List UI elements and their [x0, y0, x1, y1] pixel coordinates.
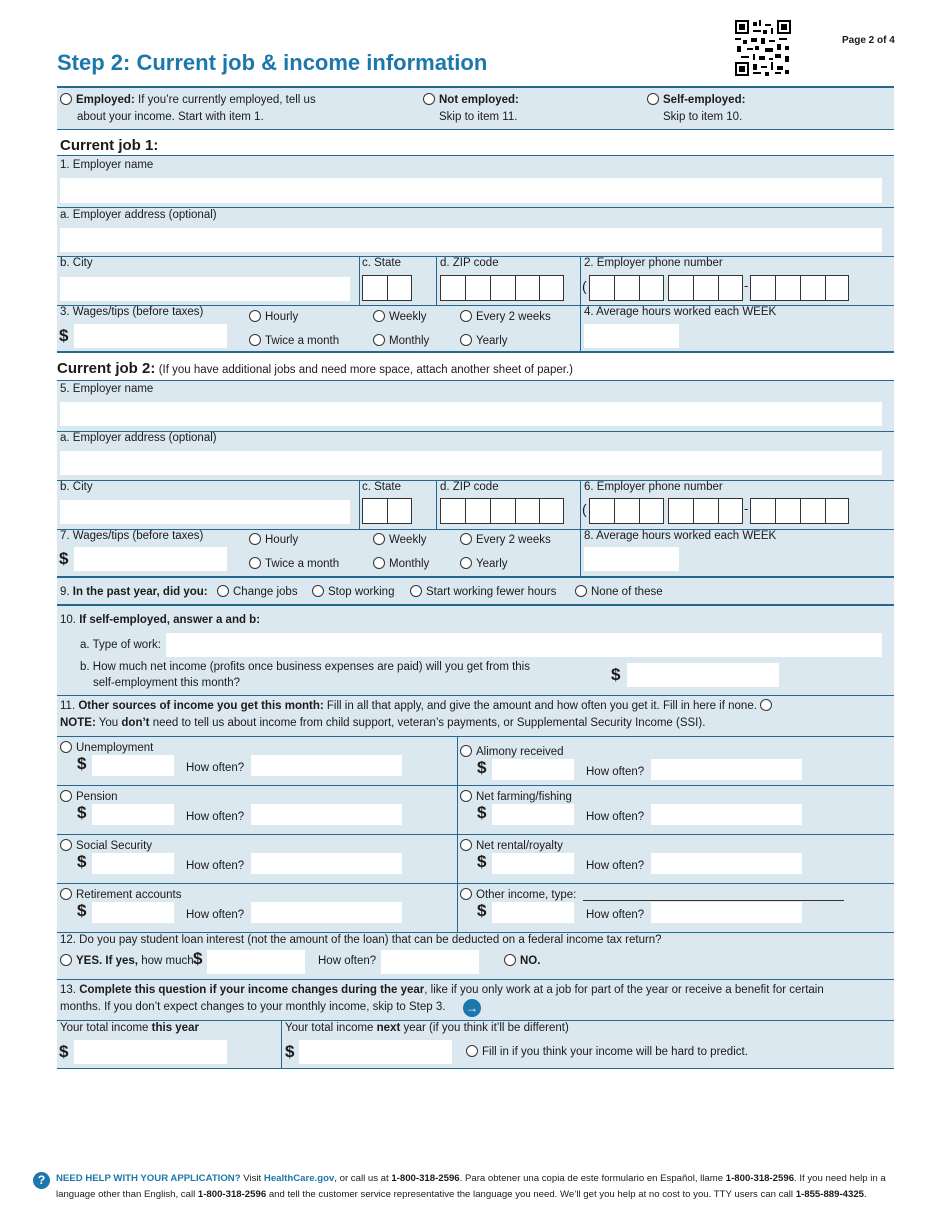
q13-ny1: Your total income: [285, 1022, 377, 1034]
q13-hard-radio[interactable]: [466, 1045, 478, 1057]
job1-weekly-option[interactable]: [373, 310, 427, 324]
q10-dollar: $: [611, 665, 621, 684]
employed-option[interactable]: [60, 93, 316, 107]
q11-left-how-often-input-1[interactable]: [251, 804, 402, 825]
job2-address-input[interactable]: [60, 451, 882, 475]
q12-yes-radio[interactable]: [60, 954, 72, 966]
radio[interactable]: [460, 888, 472, 900]
q11-right-dollar-2: $: [477, 852, 487, 871]
radio[interactable]: [373, 310, 385, 322]
job1-phone-label: 2. Employer phone number: [584, 257, 723, 269]
job2-yearly-option[interactable]: [460, 557, 508, 571]
job2-wages-input[interactable]: [74, 547, 227, 571]
q11-left-how-often-label-0: How often?: [186, 762, 245, 774]
q11-left-label-0: Unemployment: [76, 742, 154, 754]
q11-question: [60, 699, 776, 713]
job2-hours-label: 8. Average hours worked each WEEK: [584, 530, 777, 542]
job1-phone-dash: -: [744, 278, 749, 293]
q11-bold: Other sources of income you get this month:: [78, 700, 324, 712]
q11-prefix: 11.: [60, 700, 79, 712]
q9-none[interactable]: [575, 585, 663, 599]
footer-phone: 1-800-318-2596: [391, 1173, 460, 1184]
radio[interactable]: [312, 585, 324, 597]
job2-state-input[interactable]: [362, 498, 412, 524]
q12-how-often-label: How often?: [318, 955, 377, 967]
q11-dont: don’t: [121, 717, 150, 729]
label: Yearly: [476, 558, 508, 570]
job2-note: (If you have additional jobs and need more space, attach another sheet of paper.): [158, 364, 573, 376]
q11-text: Fill in all that apply, and give the amount and how often you get it. Fill in here if none.: [326, 700, 757, 712]
employed-label: Employed:: [76, 94, 135, 106]
footer-rest: . If you need help in a: [794, 1173, 886, 1184]
q11-left-how-often-label-1: How often?: [186, 811, 245, 823]
q12-yes-label: YES. If yes,: [76, 955, 139, 967]
label: Start working fewer hours: [426, 586, 557, 598]
job2-monthly-option[interactable]: [373, 557, 429, 571]
q11-left-option-2[interactable]: [60, 839, 152, 853]
q11-left-dollar-3: $: [77, 901, 87, 920]
q11-right-amount-input-2[interactable]: [492, 853, 574, 874]
job1-twice-option[interactable]: [249, 334, 339, 348]
job1-address-input[interactable]: [60, 228, 882, 252]
job1-hourly-option[interactable]: [249, 310, 298, 324]
q13-next-year-dollar: $: [285, 1042, 295, 1061]
job2-city-label: b. City: [60, 481, 93, 493]
q11-right-how-often-input-1[interactable]: [651, 804, 802, 825]
job1-monthly-option[interactable]: [373, 334, 429, 348]
q12-no-label: NO.: [520, 955, 541, 967]
label: Hourly: [265, 534, 299, 546]
q11-left-amount-input-0[interactable]: [92, 755, 174, 776]
qr-code: [735, 20, 791, 76]
q11-right-option-2[interactable]: [460, 839, 563, 853]
job2-address-label: a. Employer address (optional): [60, 432, 217, 444]
q9-stop-working[interactable]: [312, 585, 394, 599]
label: Monthly: [389, 335, 430, 347]
job1-state-label: c. State: [362, 257, 401, 269]
q13-question: [60, 983, 824, 997]
q13-text: , like if you only work at a job for part of the year or receive a benefit for certain: [424, 984, 824, 996]
footer: [56, 1171, 894, 1203]
q10-prefix: 10.: [60, 614, 80, 626]
footer-spanish: . Para obtener una copia de este formulario en Español, llame: [459, 1173, 726, 1184]
q11-left-dollar-1: $: [77, 803, 87, 822]
q11-left-option-0[interactable]: [60, 741, 153, 755]
self-employed-text: Skip to item 10.: [663, 111, 743, 123]
footer-end: .: [864, 1189, 867, 1200]
q11-left-dollar-2: $: [77, 852, 87, 871]
q10-a-label: a. Type of work:: [80, 639, 161, 651]
q9-question: [60, 585, 208, 599]
step-title: Current job & income information: [136, 50, 488, 75]
q12-no-radio[interactable]: [504, 954, 516, 966]
employed-radio[interactable]: [60, 93, 72, 105]
job1-wages-label: 3. Wages/tips (before taxes): [60, 306, 204, 318]
q11-right-label-3: Other income, type:: [476, 889, 577, 901]
self-employed-option[interactable]: [647, 93, 745, 107]
q11-left-how-often-input-2[interactable]: [251, 853, 402, 874]
radio[interactable]: [60, 790, 72, 802]
job2-employer-input[interactable]: [60, 402, 882, 426]
q13-hard-label: Fill in if you think your income will be hard to predict.: [482, 1046, 748, 1058]
page-number: Page 2 of 4: [842, 35, 895, 46]
q13-next-year-label: [285, 1021, 569, 1035]
q10-question: [60, 613, 260, 627]
label: Yearly: [476, 335, 508, 347]
q11-left-option-3[interactable]: [60, 888, 181, 902]
job1-state-input[interactable]: [362, 275, 412, 301]
job1-hours-label: 4. Average hours worked each WEEK: [584, 306, 777, 318]
help-icon: ?: [33, 1172, 50, 1189]
footer-spanish-phone: 1-800-318-2596: [725, 1173, 795, 1184]
q13-bold: Complete this question if your income changes during the year: [79, 984, 425, 996]
job2-phone-dash: -: [744, 501, 749, 516]
q12-how-often-input[interactable]: [381, 950, 479, 974]
label: None of these: [591, 586, 663, 598]
footer-line-2: [56, 1187, 894, 1203]
job1-zip-input[interactable]: [440, 275, 564, 301]
q11-note-bold: NOTE:: [60, 717, 96, 729]
footer-line-1: [56, 1171, 894, 1187]
label: Twice a month: [265, 558, 340, 570]
q13-ty2: this year: [151, 1022, 199, 1034]
footer-line2b: 1-800-318-2596: [197, 1189, 267, 1200]
radio[interactable]: [249, 533, 261, 545]
radio[interactable]: [217, 585, 229, 597]
q13-prefix: 13.: [60, 984, 80, 996]
q13-next-year-input[interactable]: [299, 1040, 452, 1064]
job1-wages-dollar: $: [59, 326, 69, 345]
radio[interactable]: [460, 790, 472, 802]
q11-left-label-1: Pension: [76, 791, 118, 803]
q11-left-amount-input-1[interactable]: [92, 804, 174, 825]
radio[interactable]: [575, 585, 587, 597]
q13-hard-option[interactable]: [466, 1045, 748, 1059]
arrow-right-icon[interactable]: →: [463, 999, 481, 1017]
q11-right-amount-input-3[interactable]: [492, 902, 574, 923]
q13-ny2: next: [376, 1022, 401, 1034]
not-employed-radio[interactable]: [423, 93, 435, 105]
job1-wages-input[interactable]: [74, 324, 227, 348]
job1-employer-label: 1. Employer name: [60, 159, 154, 171]
footer-line2a: language other than English, call: [56, 1189, 198, 1200]
label: Change jobs: [233, 586, 298, 598]
step-label: Step 2:: [57, 50, 131, 75]
radio[interactable]: [249, 310, 261, 322]
q11-right-how-often-label-0: How often?: [586, 766, 645, 778]
radio[interactable]: [460, 745, 472, 757]
job1-phone-prefix-input[interactable]: [668, 275, 743, 301]
q12-dollar: $: [193, 949, 203, 968]
q13-text-2: months. If you don’t expect changes to your monthly income, skip to Step 3.: [60, 1001, 446, 1013]
q12-much: how much: [141, 955, 194, 967]
job1-heading: Current job 1:: [60, 137, 159, 154]
q9-bold: In the past year, did you:: [72, 586, 208, 598]
q11-right-option-1[interactable]: [460, 790, 572, 804]
job2-state-label: c. State: [362, 481, 401, 493]
q11-right-label-0: Alimony received: [476, 746, 564, 758]
employed-text-2: about your income. Start with item 1.: [77, 111, 264, 123]
q13-this-year-dollar: $: [59, 1042, 69, 1061]
q11-right-how-often-label-3: How often?: [586, 909, 645, 921]
radio[interactable]: [410, 585, 422, 597]
q11-right-option-0[interactable]: [460, 745, 564, 759]
q10-bold: If self-employed, answer a and b:: [79, 614, 261, 626]
job1-city-input[interactable]: [60, 277, 350, 301]
job2-city-input[interactable]: [60, 500, 350, 524]
q10-b-label-2: self-employment this month?: [93, 677, 241, 689]
job1-zip-label: d. ZIP code: [440, 257, 499, 269]
job2-weekly-option[interactable]: [373, 533, 427, 547]
q9-prefix: 9.: [60, 586, 73, 598]
label: Weekly: [389, 534, 427, 546]
q11-right-amount-input-1[interactable]: [492, 804, 574, 825]
q11-note-2: need to tell us about income from child support, veteran’s payments, or Supplemental Security Income (SSI).: [149, 717, 706, 729]
q13-ty1: Your total income: [60, 1022, 152, 1034]
job2-zip-input[interactable]: [440, 498, 564, 524]
q11-none-radio[interactable]: [760, 699, 772, 711]
q11-note-1: You: [98, 717, 122, 729]
label: Stop working: [328, 586, 395, 598]
job2-phone-label: 6. Employer phone number: [584, 481, 723, 493]
job2-phone-prefix-input[interactable]: [668, 498, 743, 524]
job2-employer-label: 5. Employer name: [60, 383, 154, 395]
q9-fewer-hours[interactable]: [410, 585, 556, 599]
job2-heading: Current job 2:: [57, 360, 156, 377]
self-employed-radio[interactable]: [647, 93, 659, 105]
q10-b-label: b. How much net income (profits once business expenses are paid) will you get from this: [80, 661, 530, 673]
q11-right-dollar-3: $: [477, 901, 487, 920]
page-title: [57, 50, 487, 76]
q13-ny3: year (if you think it’ll be different): [400, 1022, 569, 1034]
job1-phone-area-input[interactable]: [589, 275, 664, 301]
radio[interactable]: [460, 533, 472, 545]
q11-right-how-often-input-2[interactable]: [651, 853, 802, 874]
q11-left-dollar-0: $: [77, 754, 87, 773]
q11-left-amount-input-2[interactable]: [92, 853, 174, 874]
job2-phone-paren: (: [582, 501, 587, 517]
radio[interactable]: [373, 557, 385, 569]
label: Every 2 weeks: [476, 534, 551, 546]
q11-right-option-3[interactable]: [460, 888, 576, 902]
q11-right-how-often-input-3[interactable]: [651, 902, 802, 923]
radio[interactable]: [60, 888, 72, 900]
radio[interactable]: [373, 334, 385, 346]
q13-this-year-label: [60, 1021, 199, 1035]
job2-wages-label: 7. Wages/tips (before taxes): [60, 530, 204, 542]
footer-tty: 1-855-889-4325: [795, 1189, 864, 1200]
q11-left-how-often-input-3[interactable]: [251, 902, 402, 923]
not-employed-text: Skip to item 11.: [439, 111, 518, 123]
job2-wages-dollar: $: [59, 549, 69, 568]
q11-right-dollar-1: $: [477, 803, 487, 822]
q13-this-year-input[interactable]: [74, 1040, 227, 1064]
q11-left-how-often-label-2: How often?: [186, 860, 245, 872]
q11-right-label-2: Net rental/royalty: [476, 840, 563, 852]
footer-help: NEED HELP WITH YOUR APPLICATION?: [56, 1173, 241, 1184]
radio[interactable]: [373, 533, 385, 545]
radio[interactable]: [460, 310, 472, 322]
job1-employer-input[interactable]: [60, 178, 882, 203]
q10-net-income-input[interactable]: [627, 663, 779, 687]
radio[interactable]: [460, 334, 472, 346]
job2-heading-row: [57, 360, 573, 377]
job1-every2-option[interactable]: [460, 310, 551, 324]
q11-right-how-often-label-1: How often?: [586, 811, 645, 823]
not-employed-option[interactable]: [423, 93, 519, 107]
job1-address-label: a. Employer address (optional): [60, 209, 217, 221]
radio[interactable]: [460, 839, 472, 851]
q11-left-how-often-label-3: How often?: [186, 909, 245, 921]
q11-other-type-line[interactable]: [583, 900, 844, 901]
label: Weekly: [389, 311, 427, 323]
job1-yearly-option[interactable]: [460, 334, 508, 348]
radio[interactable]: [60, 839, 72, 851]
q11-right-how-often-input-0[interactable]: [651, 759, 802, 780]
radio[interactable]: [460, 557, 472, 569]
radio[interactable]: [249, 334, 261, 346]
q12-amount-input[interactable]: [207, 950, 305, 974]
footer-line2c: and tell the customer service representative the language you need. We’ll get you help at no cost to you. TTY users can call: [266, 1189, 796, 1200]
q11-left-option-1[interactable]: [60, 790, 118, 804]
q11-right-dollar-0: $: [477, 758, 487, 777]
label: Twice a month: [265, 335, 340, 347]
q11-right-amount-input-0[interactable]: [492, 759, 574, 780]
job2-hours-input[interactable]: [584, 547, 679, 571]
radio[interactable]: [249, 557, 261, 569]
q10-type-of-work-input[interactable]: [166, 633, 882, 657]
radio[interactable]: [60, 741, 72, 753]
q11-left-label-3: Retirement accounts: [76, 889, 182, 901]
job2-phone-line-input[interactable]: [750, 498, 849, 524]
q12-no-option[interactable]: [504, 954, 540, 968]
q12-yes-option[interactable]: [60, 954, 194, 968]
q11-right-how-often-label-2: How often?: [586, 860, 645, 872]
footer-site-link[interactable]: HealthCare.gov: [263, 1173, 335, 1184]
label: Monthly: [389, 558, 430, 570]
footer-visit: Visit: [240, 1173, 264, 1184]
q9-change-jobs[interactable]: [217, 585, 298, 599]
q11-left-label-2: Social Security: [76, 840, 153, 852]
job2-phone-area-input[interactable]: [589, 498, 664, 524]
q11-right-label-1: Net farming/fishing: [476, 791, 572, 803]
footer-callus: , or call us at: [334, 1173, 392, 1184]
label: Hourly: [265, 311, 299, 323]
job2-every2-option[interactable]: [460, 533, 551, 547]
q11-note: [60, 716, 705, 730]
job1-phone-line-input[interactable]: [750, 275, 849, 301]
q12-question: 12. Do you pay student loan interest (not the amount of the loan) that can be deducted on a federal income tax return?: [60, 934, 662, 946]
job1-hours-input[interactable]: [584, 324, 679, 348]
job1-phone-paren: (: [582, 278, 587, 294]
self-employed-label: Self-employed:: [663, 94, 746, 106]
job2-twice-option[interactable]: [249, 557, 339, 571]
q11-left-amount-input-3[interactable]: [92, 902, 174, 923]
not-employed-label: Not employed:: [439, 94, 519, 106]
job1-city-label: b. City: [60, 257, 93, 269]
q11-left-how-often-input-0[interactable]: [251, 755, 402, 776]
job2-hourly-option[interactable]: [249, 533, 298, 547]
employed-text: If you’re currently employed, tell us: [138, 94, 316, 106]
label: Every 2 weeks: [476, 311, 551, 323]
job2-zip-label: d. ZIP code: [440, 481, 499, 493]
